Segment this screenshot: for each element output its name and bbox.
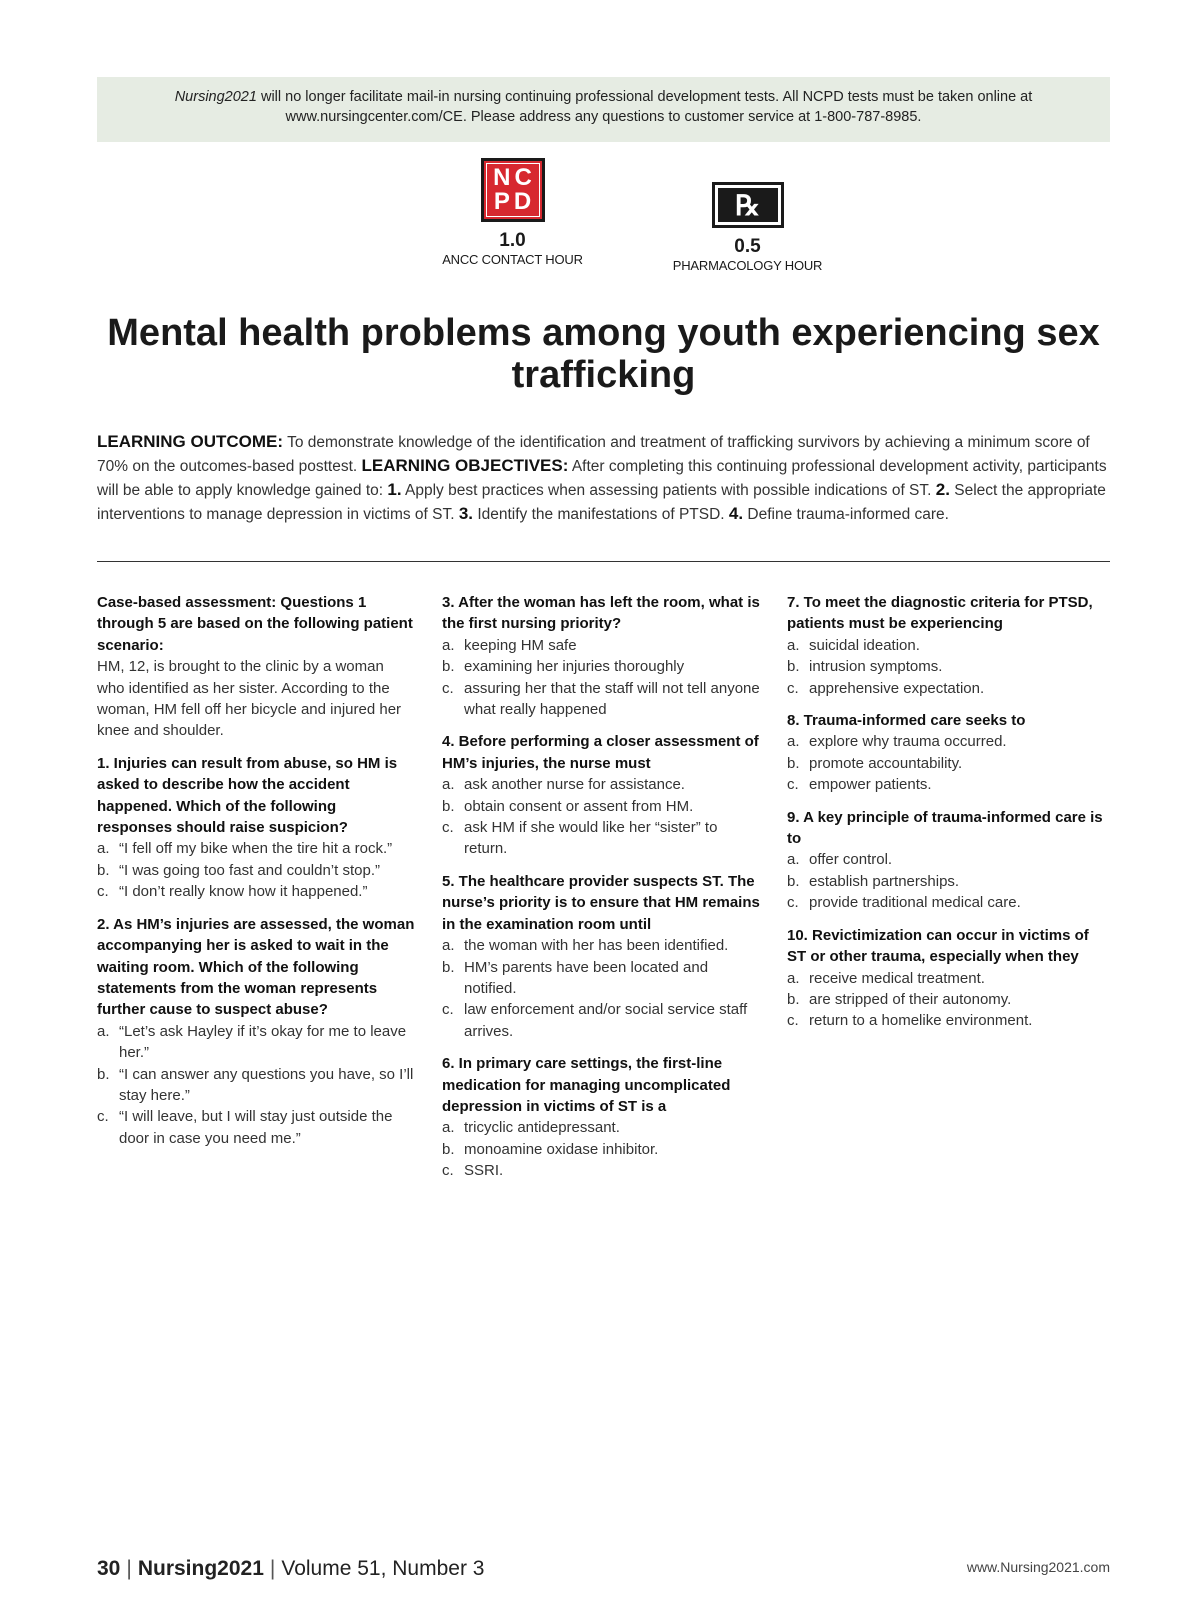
answer-option[interactable] bbox=[442, 817, 760, 860]
page-number: 30 bbox=[97, 1557, 121, 1580]
answer-option[interactable] bbox=[442, 678, 760, 721]
option-text: law enforcement and/or social service staff arrives. bbox=[464, 1001, 748, 1040]
option-letter: b. bbox=[97, 861, 110, 879]
question-stem: 7. To meet the diagnostic criteria for PTSD, patients must be experiencing bbox=[787, 594, 1093, 633]
page-title: Mental health problems among youth experiencing sex trafficking bbox=[107, 312, 1100, 396]
footer-separator: | bbox=[126, 1557, 132, 1580]
rx-hours-label: PHARMACOLOGY HOUR bbox=[672, 258, 823, 273]
option-letter: b. bbox=[787, 754, 800, 772]
option-letter: b. bbox=[787, 658, 800, 676]
option-text: obtain consent or assent from HM. bbox=[464, 797, 694, 815]
option-text: monoamine oxidase inhibitor. bbox=[464, 1140, 659, 1158]
question-stem: 4. Before performing a closer assessment of HM’s injuries, the nurse must bbox=[442, 733, 759, 772]
option-letter: a. bbox=[97, 1022, 110, 1040]
question-3 bbox=[442, 592, 760, 720]
option-text: “I can answer any questions you have, so I’ll stay here.” bbox=[119, 1065, 414, 1104]
option-letter: a. bbox=[442, 636, 455, 654]
objectives-intro: After completing this continuing professional development activity, participants will be able to apply knowledge gained to: bbox=[97, 458, 1107, 499]
option-text: receive medical treatment. bbox=[809, 969, 985, 987]
answer-option[interactable] bbox=[97, 1064, 415, 1107]
option-text: intrusion symptoms. bbox=[809, 658, 943, 676]
ncpd-hours-value: 1.0 bbox=[499, 230, 526, 251]
option-text: are stripped of their autonomy. bbox=[809, 990, 1012, 1008]
rx-glyph: ℞ bbox=[718, 188, 778, 222]
option-text: assuring her that the staff will not tell anyone what really happened bbox=[464, 679, 760, 719]
objective-text: Define trauma-informed care. bbox=[743, 506, 949, 523]
objective-text: Identify the manifestations of PTSD. bbox=[473, 506, 729, 523]
option-text: ask HM if she would like her “sister” to return. bbox=[464, 819, 718, 858]
question-stem: 6. In primary care settings, the first-line medication for managing uncomplicated depression in victims of ST is a bbox=[442, 1055, 731, 1115]
option-text: promote accountability. bbox=[809, 754, 963, 772]
objectives-label: LEARNING OBJECTIVES: bbox=[361, 456, 569, 475]
objective-num: 2. bbox=[935, 480, 950, 499]
option-text: provide traditional medical care. bbox=[809, 894, 1021, 912]
option-letter: b. bbox=[787, 990, 800, 1008]
outcome-label: LEARNING OUTCOME: bbox=[97, 432, 284, 451]
rx-icon bbox=[712, 182, 784, 228]
option-letter: c. bbox=[787, 894, 799, 912]
rx-hours-value: 0.5 bbox=[734, 236, 761, 257]
question-stem: 10. Revictimization can occur in victims of ST or other trauma, especially when they bbox=[787, 926, 1089, 966]
question-stem: 3. After the woman has left the room, what is the first nursing priority? bbox=[442, 594, 760, 633]
question-1 bbox=[97, 753, 415, 903]
volume-info: Volume 51, Number 3 bbox=[281, 1557, 485, 1580]
option-letter: b. bbox=[442, 658, 455, 676]
answer-option[interactable] bbox=[442, 774, 760, 795]
option-text: examining her injuries thoroughly bbox=[464, 658, 685, 676]
answer-option[interactable] bbox=[442, 796, 760, 817]
ncpd-hours-label: ANCC CONTACT HOUR bbox=[442, 252, 583, 267]
footer-citation bbox=[97, 1555, 484, 1583]
option-letter: c. bbox=[442, 1001, 454, 1019]
notice-banner bbox=[97, 77, 1110, 142]
ncpd-logo-icon bbox=[481, 158, 545, 222]
objective-num: 1. bbox=[387, 480, 402, 499]
option-letter: c. bbox=[442, 1162, 454, 1180]
credit-badges bbox=[0, 158, 1200, 283]
option-letter: c. bbox=[442, 819, 454, 837]
footer-url[interactable]: www.Nursing2021.com bbox=[966, 1559, 1110, 1575]
option-text: empower patients. bbox=[809, 776, 932, 794]
question-7 bbox=[787, 592, 1105, 699]
column-2 bbox=[442, 592, 760, 1193]
answer-option[interactable] bbox=[787, 635, 1105, 656]
answer-option[interactable] bbox=[442, 935, 760, 956]
option-letter: c. bbox=[97, 1108, 109, 1126]
question-stem: 5. The healthcare provider suspects ST. The nurse’s priority is to ensure that HM remains in the examination room until bbox=[442, 872, 760, 933]
notice-journal-name: Nursing2021 bbox=[174, 89, 257, 105]
option-text: “Let’s ask Hayley if it’s okay for me to leave her.” bbox=[119, 1022, 407, 1062]
option-letter: b. bbox=[442, 958, 455, 976]
option-letter: c. bbox=[787, 776, 799, 794]
option-text: tricyclic antidepressant. bbox=[464, 1119, 620, 1137]
option-text: establish partnerships. bbox=[809, 872, 960, 890]
option-text: explore why trauma occurred. bbox=[809, 733, 1007, 751]
option-text: “I will leave, but I will stay just outside the door in case you need me.” bbox=[119, 1108, 393, 1147]
answer-option[interactable] bbox=[97, 1021, 415, 1064]
footer-separator: | bbox=[269, 1557, 276, 1580]
option-letter: a. bbox=[787, 969, 800, 987]
question-stem: 1. Injuries can result from abuse, so HM is asked to describe how the accident happened. Which of the following responses should raise suspicion? bbox=[97, 754, 398, 837]
answer-option[interactable] bbox=[787, 989, 1105, 1010]
answer-option[interactable] bbox=[97, 860, 415, 881]
option-letter: c. bbox=[442, 679, 454, 697]
answer-option[interactable] bbox=[787, 678, 1105, 699]
answer-option[interactable] bbox=[787, 968, 1105, 989]
answer-option[interactable] bbox=[787, 656, 1105, 677]
question-stem: 2. As HM’s injuries are assessed, the woman accompanying her is asked to wait in the waiting room. Which of the following statements from the woman represents further cause to suspect abuse? bbox=[97, 915, 415, 1019]
option-text: HM’s parents have been located and notified. bbox=[464, 958, 709, 997]
option-text: “I don’t really know how it happened.” bbox=[119, 883, 368, 901]
option-text: the woman with her has been identified. bbox=[464, 937, 729, 955]
option-text: SSRI. bbox=[464, 1162, 504, 1180]
question-stem: 8. Trauma-informed care seeks to bbox=[787, 712, 1026, 730]
option-text: ask another nurse for assistance. bbox=[464, 776, 685, 794]
option-text: “I was going too fast and couldn’t stop.” bbox=[119, 861, 380, 879]
ncpd-badge bbox=[430, 158, 595, 268]
scenario bbox=[97, 592, 415, 742]
question-9 bbox=[787, 807, 1105, 914]
question-2 bbox=[97, 914, 415, 1149]
option-text: offer control. bbox=[809, 851, 893, 869]
option-letter: a. bbox=[442, 1119, 455, 1137]
answer-option[interactable] bbox=[787, 1010, 1105, 1031]
answer-option[interactable] bbox=[787, 892, 1105, 913]
answer-option[interactable] bbox=[442, 1139, 760, 1160]
learning-objectives bbox=[97, 430, 1110, 526]
option-letter: c. bbox=[787, 679, 799, 697]
answer-option[interactable] bbox=[442, 999, 760, 1042]
option-letter: a. bbox=[97, 840, 110, 858]
answer-option[interactable] bbox=[442, 957, 760, 1000]
notice-text: will no longer facilitate mail-in nursing continuing professional development tests. All NCPD tests must be taken online at www.nursingcenter.com/CE. Please address any questions to customer service at 1-800-787-8985. bbox=[256, 89, 1033, 125]
option-text: return to a homelike environment. bbox=[809, 1012, 1033, 1030]
outcome-text: To demonstrate knowledge of the identification and treatment of trafficking survivors by achieving a minimum score of 70% on the outcomes-based posttest. bbox=[97, 434, 1090, 475]
option-letter: b. bbox=[442, 1140, 455, 1158]
option-letter: b. bbox=[787, 872, 800, 890]
option-text: suicidal ideation. bbox=[809, 636, 920, 654]
answer-option[interactable] bbox=[787, 849, 1105, 870]
objective-num: 4. bbox=[728, 504, 744, 523]
answer-option[interactable] bbox=[97, 838, 415, 859]
option-letter: b. bbox=[442, 797, 455, 815]
answer-option[interactable] bbox=[97, 881, 415, 902]
answer-option[interactable] bbox=[97, 1106, 415, 1149]
ncpd-logo-line2: PD bbox=[493, 188, 536, 215]
answer-option[interactable] bbox=[787, 871, 1105, 892]
answer-option[interactable] bbox=[442, 635, 760, 656]
option-letter: a. bbox=[787, 851, 800, 869]
question-4 bbox=[442, 731, 760, 859]
column-3 bbox=[787, 592, 1105, 1043]
rx-badge bbox=[665, 158, 830, 274]
option-text: keeping HM safe bbox=[464, 636, 577, 654]
section-divider bbox=[97, 561, 1110, 562]
question-6 bbox=[442, 1053, 760, 1181]
question-10 bbox=[787, 925, 1105, 1032]
column-1 bbox=[97, 592, 415, 1160]
option-text: “I fell off my bike when the tire hit a rock.” bbox=[119, 840, 393, 858]
ncpd-logo-line1: NC bbox=[493, 164, 536, 191]
objective-num: 3. bbox=[458, 504, 474, 523]
page-footer bbox=[97, 1555, 1110, 1585]
option-letter: c. bbox=[787, 1012, 799, 1030]
question-stem: 9. A key principle of trauma-informed care is to bbox=[787, 808, 1103, 848]
option-letter: a. bbox=[442, 937, 455, 955]
scenario-heading: Case-based assessment: Questions 1 through 5 are based on the following patient scenario: bbox=[97, 594, 413, 654]
scenario-text: HM, 12, is brought to the clinic by a woman who identified as her sister. According to the woman, HM fell off her bicycle and injured her knee and shoulder. bbox=[97, 658, 402, 740]
question-5 bbox=[442, 871, 760, 1042]
option-text: apprehensive expectation. bbox=[809, 679, 985, 697]
objective-text: Apply best practices when assessing patients with possible indications of ST. bbox=[401, 482, 936, 499]
journal-name: Nursing2021 bbox=[137, 1557, 264, 1580]
answer-option[interactable] bbox=[442, 656, 760, 677]
objective-text: Select the appropriate interventions to manage depression in victims of ST. bbox=[97, 482, 1106, 523]
option-letter: c. bbox=[97, 883, 109, 901]
option-letter: a. bbox=[442, 776, 455, 794]
option-letter: a. bbox=[787, 636, 800, 654]
answer-option[interactable] bbox=[787, 731, 1105, 752]
option-letter: a. bbox=[787, 733, 800, 751]
answer-option[interactable] bbox=[787, 753, 1105, 774]
answer-option[interactable] bbox=[442, 1160, 760, 1181]
answer-option[interactable] bbox=[787, 774, 1105, 795]
question-8 bbox=[787, 710, 1105, 796]
option-letter: b. bbox=[97, 1065, 110, 1083]
answer-option[interactable] bbox=[442, 1117, 760, 1138]
